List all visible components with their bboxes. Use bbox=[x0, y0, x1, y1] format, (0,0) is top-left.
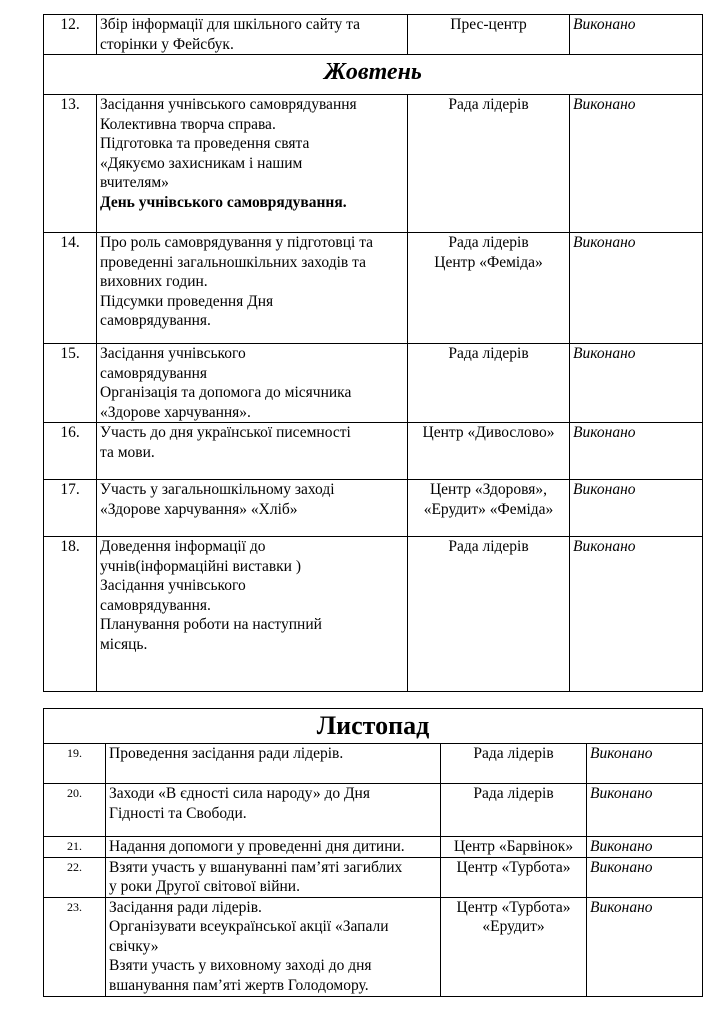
row-number: 12. bbox=[44, 15, 97, 55]
table-row bbox=[44, 233, 703, 344]
responsible-cell bbox=[408, 344, 570, 423]
responsible-cell bbox=[441, 784, 587, 837]
table-row bbox=[44, 744, 703, 784]
activity-line-bold: День учнівського самоврядування. bbox=[100, 193, 347, 211]
activity-cell bbox=[106, 897, 441, 996]
activity-line: Участь до дня української писемності bbox=[100, 424, 351, 441]
responsible-cell bbox=[408, 95, 570, 233]
responsible-line: Рада лідерів bbox=[448, 538, 529, 555]
responsible-cell bbox=[408, 423, 570, 480]
activity-line: Засідання ради лідерів. bbox=[109, 898, 262, 916]
row-number: 21. bbox=[44, 837, 106, 858]
activity-line: Збір інформації для шкільного сайту та bbox=[100, 16, 360, 33]
activity-line: вчителям» bbox=[100, 174, 169, 191]
row-number: 13. bbox=[44, 95, 97, 233]
activity-line: Підсумки проведення Дня bbox=[100, 292, 274, 310]
activity-line: та мови. bbox=[100, 443, 155, 461]
status-cell: Виконано bbox=[570, 423, 703, 480]
activity-line: Надання допомоги у проведенні дня дитини. bbox=[109, 838, 405, 855]
responsible-line: Центр «Здоровя», bbox=[429, 481, 548, 498]
responsible-cell bbox=[441, 897, 587, 996]
table-row bbox=[44, 344, 703, 423]
status-cell: Виконано bbox=[570, 537, 703, 692]
table-row bbox=[44, 480, 703, 537]
month-row bbox=[44, 55, 703, 95]
responsible-line: Рада лідерів bbox=[448, 345, 529, 362]
responsible-cell bbox=[441, 744, 587, 784]
responsible-cell bbox=[441, 857, 587, 897]
activity-cell bbox=[97, 344, 408, 423]
activity-line: Колективна творча справа. bbox=[100, 115, 276, 133]
activity-cell bbox=[97, 480, 408, 537]
activity-line: місяць. bbox=[100, 635, 148, 653]
row-number: 14. bbox=[44, 233, 97, 344]
activity-line: у роки Другої світової війни. bbox=[109, 878, 300, 895]
responsible-cell bbox=[441, 837, 587, 858]
activity-line: самоврядування. bbox=[100, 596, 211, 614]
activity-line: Гідності та Свободи. bbox=[109, 804, 247, 822]
table-row bbox=[44, 15, 703, 55]
status-cell: Виконано bbox=[587, 837, 703, 858]
row-number: 19. bbox=[44, 744, 106, 784]
activity-line: «Здорове харчування». bbox=[100, 403, 251, 421]
responsible-line: Центр «Барвінок» bbox=[453, 838, 574, 855]
responsible-cell bbox=[408, 233, 570, 344]
responsible-line: Рада лідерів bbox=[448, 96, 529, 113]
responsible-line: «Ерудит» «Феміда» bbox=[423, 500, 554, 518]
activity-line: Засідання учнівського самоврядування bbox=[100, 96, 357, 113]
status-cell: Виконано bbox=[570, 233, 703, 344]
status-cell: Виконано bbox=[570, 15, 703, 55]
activity-line: Доведення інформації до bbox=[100, 538, 266, 555]
activity-line: вшанування пам’яті жертв Голодомору. bbox=[109, 976, 369, 994]
activity-cell bbox=[97, 95, 408, 233]
responsible-line: Рада лідерів bbox=[448, 234, 529, 251]
table-row bbox=[44, 784, 703, 837]
activity-line: Проведення засідання ради лідерів. bbox=[109, 745, 344, 762]
activity-line: самоврядування. bbox=[100, 312, 211, 329]
row-number: 15. bbox=[44, 344, 97, 423]
activity-line: Планування роботи на наступний bbox=[100, 616, 322, 633]
activity-line: Засідання учнівського bbox=[100, 577, 246, 594]
activity-line: проведенні загальношкільних заходів та bbox=[100, 253, 366, 271]
plan-table-october bbox=[43, 14, 703, 692]
activity-line: Заходи «В єдності сила народу» до Дня bbox=[109, 785, 370, 802]
responsible-line: Рада лідерів bbox=[473, 785, 554, 802]
responsible-line: Рада лідерів bbox=[473, 745, 554, 762]
responsible-line: Центр «Турбота» bbox=[456, 858, 571, 876]
responsible-cell bbox=[408, 480, 570, 537]
table-row bbox=[44, 423, 703, 480]
row-number: 23. bbox=[44, 897, 106, 996]
responsible-cell bbox=[408, 15, 570, 55]
table-row bbox=[44, 95, 703, 233]
status-cell: Виконано bbox=[587, 897, 703, 996]
activity-cell bbox=[106, 784, 441, 837]
row-number: 17. bbox=[44, 480, 97, 537]
activity-line: Взяти участь у вшануванні пам’яті загиблих bbox=[109, 858, 403, 876]
status-cell: Виконано bbox=[587, 744, 703, 784]
activity-line: «Здорове харчування» «Хліб» bbox=[100, 500, 298, 518]
table-row bbox=[44, 897, 703, 996]
responsible-cell bbox=[408, 537, 570, 692]
row-number: 16. bbox=[44, 423, 97, 480]
responsible-line: Прес-центр bbox=[450, 16, 527, 33]
activity-cell bbox=[97, 233, 408, 344]
month-heading: Жовтень bbox=[44, 55, 703, 95]
row-number: 18. bbox=[44, 537, 97, 692]
activity-cell bbox=[97, 537, 408, 692]
activity-line: виховних годин. bbox=[100, 273, 208, 290]
activity-line: «Дякуємо захисникам і нашим bbox=[100, 154, 303, 172]
row-number: 20. bbox=[44, 784, 106, 837]
month-heading: Листопад bbox=[44, 709, 703, 744]
activity-cell bbox=[97, 15, 408, 55]
status-cell: Виконано bbox=[570, 344, 703, 423]
status-cell: Виконано bbox=[587, 784, 703, 837]
activity-cell bbox=[97, 423, 408, 480]
activity-line: Про роль самоврядування у підготовці та bbox=[100, 234, 374, 251]
plan-table-november bbox=[43, 708, 703, 997]
activity-line: Участь у загальношкільному заході bbox=[100, 481, 335, 498]
status-cell: Виконано bbox=[570, 95, 703, 233]
activity-line: Засідання учнівського bbox=[100, 345, 246, 362]
activity-line: Взяти участь у виховному заході до дня bbox=[109, 957, 372, 974]
row-number: 22. bbox=[44, 857, 106, 897]
responsible-line: «Ерудит» bbox=[482, 918, 545, 935]
status-cell: Виконано bbox=[587, 857, 703, 897]
activity-cell bbox=[106, 744, 441, 784]
activity-line: Підготовка та проведення свята bbox=[100, 135, 310, 152]
responsible-line: Центр «Феміда» bbox=[434, 253, 543, 271]
table-row bbox=[44, 537, 703, 692]
activity-line: свічку» bbox=[109, 937, 159, 955]
activity-line: Організувати всеукраїнської акції «Запали bbox=[109, 918, 389, 935]
table-row bbox=[44, 837, 703, 858]
status-cell: Виконано bbox=[570, 480, 703, 537]
activity-cell bbox=[106, 837, 441, 858]
activity-line: учнів(інформаційні виставки ) bbox=[100, 557, 302, 575]
activity-cell bbox=[106, 857, 441, 897]
table-row bbox=[44, 857, 703, 897]
month-row bbox=[44, 709, 703, 744]
responsible-line: Центр «Турбота» bbox=[456, 898, 571, 916]
activity-line: сторінки у Фейсбук. bbox=[100, 35, 234, 53]
activity-line: самоврядування bbox=[100, 364, 208, 382]
activity-line: Організація та допомога до місячника bbox=[100, 384, 352, 401]
responsible-line: Центр «Дивослово» bbox=[422, 424, 555, 441]
